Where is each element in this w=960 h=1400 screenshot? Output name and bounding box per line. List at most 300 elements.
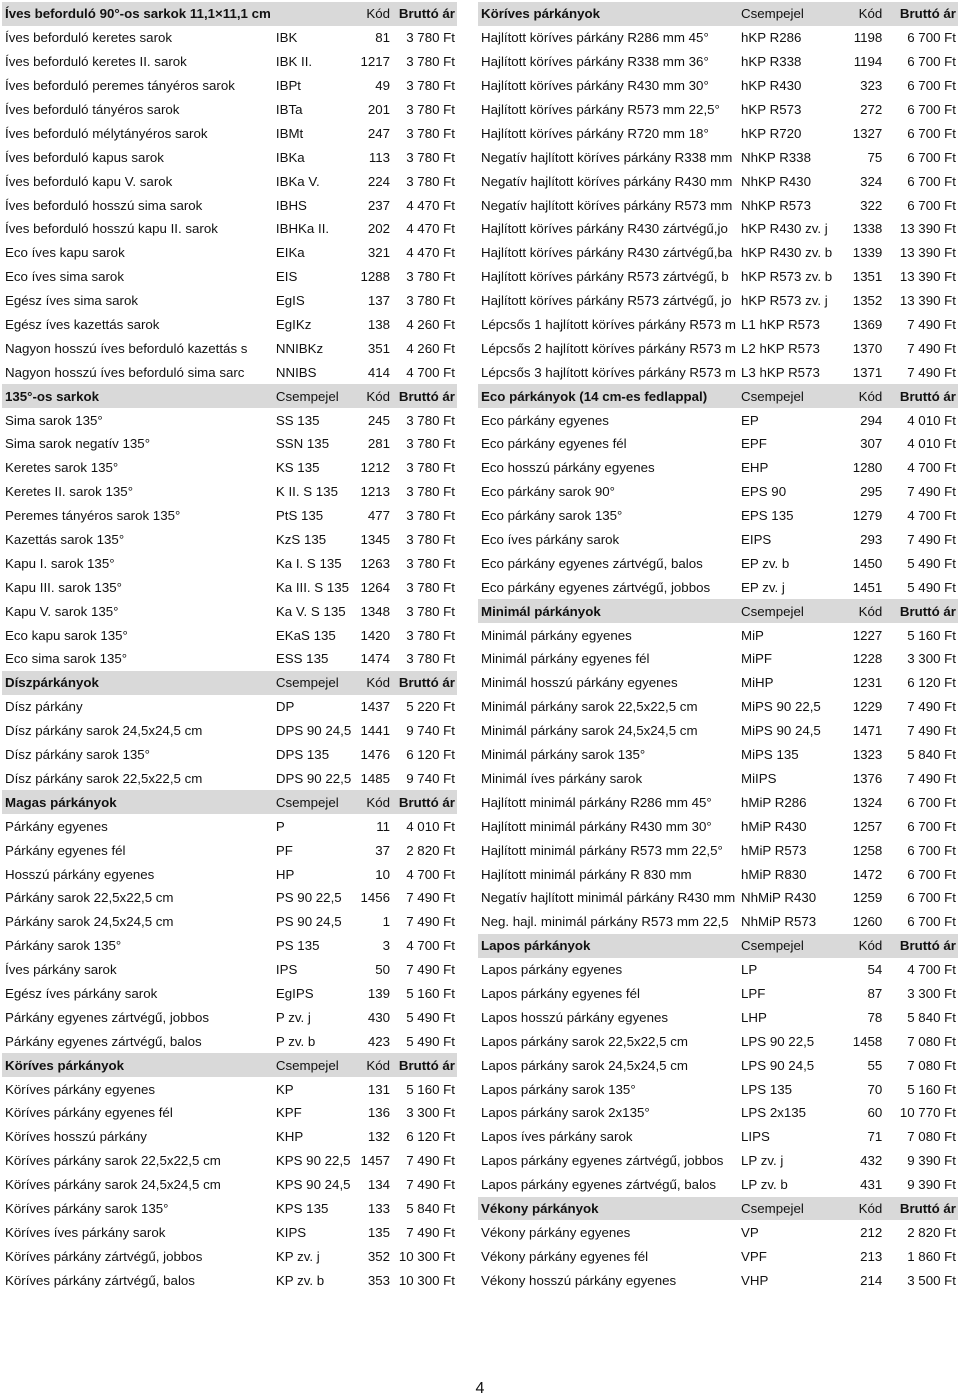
product-code: NhMiP R573 xyxy=(741,914,817,930)
product-row xyxy=(2,26,457,50)
product-name: Lapos hosszú párkány egyenes xyxy=(481,1009,669,1025)
product-kod: 78 xyxy=(867,1009,883,1025)
product-price: 5 160 Ft xyxy=(907,1081,956,1097)
product-code: L3 hKP R573 xyxy=(741,364,820,380)
product-code: VPF xyxy=(741,1248,767,1264)
product-code: KHP xyxy=(275,1129,304,1145)
product-kod: 307 xyxy=(860,436,883,452)
product-name: Neg. hajl. minimál párkány R573 mm 22,5 xyxy=(481,914,729,930)
product-price: 6 700 Ft xyxy=(907,197,956,213)
product-row xyxy=(478,1101,958,1125)
product-kod: 295 xyxy=(860,484,883,500)
product-price: 4 010 Ft xyxy=(907,412,956,428)
product-row xyxy=(2,289,457,313)
product-row xyxy=(478,74,958,98)
product-code: IBKa xyxy=(275,149,305,165)
product-price: 5 490 Ft xyxy=(406,1009,455,1025)
product-kod: 135 xyxy=(367,1224,391,1240)
product-price: 3 780 Ft xyxy=(406,579,455,595)
product-row xyxy=(478,1268,958,1292)
product-price: 6 700 Ft xyxy=(907,125,956,141)
product-name: Köríves hosszú párkány xyxy=(5,1129,147,1145)
product-kod: 60 xyxy=(867,1105,883,1121)
product-code: LIPS xyxy=(741,1129,770,1145)
product-code: EP zv. b xyxy=(741,555,790,571)
product-kod: 132 xyxy=(367,1129,391,1145)
product-row xyxy=(478,313,958,337)
product-kod: 1231 xyxy=(852,675,883,691)
product-row xyxy=(2,575,457,599)
product-code: IBHKa II. xyxy=(275,221,330,237)
code-column-label: Csempejel xyxy=(738,1197,838,1221)
product-kod: 1437 xyxy=(360,699,391,715)
product-kod: 247 xyxy=(367,125,391,141)
kod-column-label: Kód xyxy=(838,1197,885,1221)
product-name: Eco hosszú párkány egyenes xyxy=(481,460,655,476)
code-column-label: Csempejel xyxy=(273,1053,353,1077)
product-name: Eco párkány sarok 90° xyxy=(481,484,615,500)
product-code: IPS xyxy=(275,962,298,978)
product-price: 6 700 Ft xyxy=(907,102,956,117)
product-price: 4 700 Ft xyxy=(907,460,956,476)
product-code: DP xyxy=(275,699,295,715)
product-row xyxy=(2,121,457,145)
product-kod: 272 xyxy=(860,102,883,117)
product-row xyxy=(478,504,958,528)
price-column-label: Bruttó ár xyxy=(392,1053,457,1077)
product-row xyxy=(478,145,958,169)
section-title: Eco párkányok (14 cm-es fedlappal) xyxy=(478,384,738,408)
product-code: HP xyxy=(275,866,295,882)
product-kod: 1369 xyxy=(852,317,883,333)
product-code: LPS 2x135 xyxy=(741,1105,807,1121)
product-row xyxy=(2,1149,457,1173)
price-column-label: Bruttó ár xyxy=(884,934,958,958)
product-row xyxy=(2,1173,457,1197)
product-kod: 423 xyxy=(367,1033,391,1049)
product-row xyxy=(2,360,457,384)
product-code: hMiP R573 xyxy=(741,842,807,858)
product-name: Minimál párkány egyenes xyxy=(481,627,632,643)
product-row xyxy=(2,767,457,791)
product-row xyxy=(478,121,958,145)
product-name: Nagyon hosszú íves beforduló kazettás s xyxy=(5,340,248,356)
product-price: 7 490 Ft xyxy=(406,1153,455,1169)
product-name: Párkány sarok 22,5x22,5 cm xyxy=(5,890,174,906)
product-code: IBK xyxy=(275,30,298,46)
product-price: 3 780 Ft xyxy=(406,436,455,452)
product-code: IBK II. xyxy=(275,54,313,70)
product-kod: 87 xyxy=(867,985,883,1001)
product-code: PS 135 xyxy=(275,938,320,954)
product-kod: 37 xyxy=(375,842,391,858)
product-price: 7 080 Ft xyxy=(907,1057,956,1073)
product-code: MiPS 90 22,5 xyxy=(741,699,821,715)
product-code: KS 135 xyxy=(275,460,320,476)
product-row xyxy=(2,743,457,767)
left-price-table-column xyxy=(2,2,457,1292)
section-title: Íves beforduló 90°-os sarkok 11,1×11,1 cm xyxy=(2,2,273,26)
product-kod: 113 xyxy=(368,149,391,165)
product-kod: 139 xyxy=(367,985,391,1001)
product-row xyxy=(478,790,958,814)
product-name: Eco párkány egyenes fél xyxy=(481,436,627,452)
product-code: IBTa xyxy=(275,102,303,117)
product-kod: 70 xyxy=(867,1081,883,1097)
product-code: SS 135 xyxy=(275,412,320,428)
product-code: VHP xyxy=(741,1272,769,1288)
product-row xyxy=(2,265,457,289)
product-price: 4 010 Ft xyxy=(907,436,956,452)
product-kod: 321 xyxy=(367,245,391,261)
product-code: L2 hKP R573 xyxy=(741,340,820,356)
product-price: 5 160 Ft xyxy=(406,1081,455,1097)
product-name: Negatív hajlított minimál párkány R430 mm xyxy=(481,890,736,906)
product-kod: 1264 xyxy=(360,579,391,595)
product-kod: 1213 xyxy=(360,484,391,500)
product-code: MiP xyxy=(741,627,764,643)
product-name: Köríves íves párkány sarok xyxy=(5,1224,166,1240)
product-kod: 131 xyxy=(367,1081,391,1097)
product-row xyxy=(2,814,457,838)
product-code: KP zv. j xyxy=(275,1248,320,1264)
product-name: Kapu III. sarok 135° xyxy=(5,579,122,595)
product-name: Íves beforduló keretes sarok xyxy=(5,30,173,46)
product-price: 3 780 Ft xyxy=(406,651,455,667)
product-code: MiHP xyxy=(741,675,774,691)
product-price: 4 700 Ft xyxy=(907,508,956,524)
product-row xyxy=(478,814,958,838)
product-kod: 224 xyxy=(367,173,391,189)
product-kod: 1339 xyxy=(852,245,883,261)
product-code: NhKP R573 xyxy=(741,197,811,213)
product-price: 3 780 Ft xyxy=(406,149,455,165)
product-code: EHP xyxy=(741,460,769,476)
product-kod: 1279 xyxy=(852,508,883,524)
product-price: 7 490 Ft xyxy=(907,484,956,500)
left-price-table xyxy=(2,2,457,1292)
section-title: Magas párkányok xyxy=(2,790,273,814)
product-kod: 281 xyxy=(367,436,391,452)
product-price: 7 080 Ft xyxy=(907,1129,956,1145)
product-row xyxy=(478,265,958,289)
product-price: 3 780 Ft xyxy=(406,603,455,619)
code-column-label xyxy=(273,2,353,26)
product-code: KPS 90 24,5 xyxy=(275,1177,351,1193)
product-row xyxy=(478,767,958,791)
product-row xyxy=(2,217,457,241)
product-row xyxy=(2,50,457,74)
product-price: 2 820 Ft xyxy=(406,842,455,858)
product-row xyxy=(478,551,958,575)
product-name: Köríves párkány egyenes xyxy=(5,1081,156,1097)
product-row xyxy=(2,1244,457,1268)
product-kod: 1371 xyxy=(852,364,883,380)
product-code: LP zv. j xyxy=(741,1153,784,1169)
product-row xyxy=(2,910,457,934)
product-row xyxy=(478,743,958,767)
product-price: 3 780 Ft xyxy=(406,54,455,70)
product-price: 5 840 Ft xyxy=(907,1009,956,1025)
product-price: 3 780 Ft xyxy=(406,269,455,285)
product-price: 9 390 Ft xyxy=(907,1177,956,1193)
product-code: hKP R338 xyxy=(741,54,802,70)
product-kod: 1327 xyxy=(852,125,883,141)
product-price: 7 490 Ft xyxy=(406,1224,455,1240)
product-price: 3 780 Ft xyxy=(406,627,455,643)
product-row xyxy=(478,480,958,504)
product-row xyxy=(2,838,457,862)
product-kod: 138 xyxy=(367,317,391,333)
product-code: LPS 90 22,5 xyxy=(741,1033,815,1049)
product-price: 3 300 Ft xyxy=(406,1105,455,1121)
product-name: Köríves párkány sarok 24,5x24,5 cm xyxy=(5,1177,221,1193)
product-kod: 237 xyxy=(367,197,391,213)
product-name: Dísz párkány sarok 24,5x24,5 cm xyxy=(5,723,203,739)
product-code: NNIBKz xyxy=(275,340,324,356)
product-kod: 294 xyxy=(860,412,883,428)
product-kod: 1260 xyxy=(852,914,883,930)
product-name: Minimál párkány sarok 24,5x24,5 cm xyxy=(481,723,698,739)
product-code: PS 90 22,5 xyxy=(275,890,342,906)
product-row xyxy=(2,169,457,193)
product-price: 4 700 Ft xyxy=(406,938,455,954)
product-name: Hajlított köríves párkány R573 mm 22,5° xyxy=(481,102,720,117)
product-row xyxy=(2,456,457,480)
product-name: Minimál párkány sarok 22,5x22,5 cm xyxy=(481,699,698,715)
section-header-row xyxy=(2,2,457,26)
product-name: Hajlított minimál párkány R 830 mm xyxy=(481,866,692,882)
product-kod: 352 xyxy=(367,1248,391,1264)
product-row xyxy=(478,1005,958,1029)
product-row xyxy=(478,958,958,982)
product-kod: 201 xyxy=(367,102,391,117)
price-column-label: Bruttó ár xyxy=(884,1197,958,1221)
product-kod: 1212 xyxy=(360,460,391,476)
product-row xyxy=(2,145,457,169)
product-row xyxy=(2,1220,457,1244)
product-price: 7 080 Ft xyxy=(907,1033,956,1049)
product-kod: 11 xyxy=(376,818,391,834)
section-header-row xyxy=(2,1053,457,1077)
product-price: 6 700 Ft xyxy=(907,173,956,189)
product-code: DPS 90 22,5 xyxy=(275,770,352,786)
product-code: LP zv. b xyxy=(741,1177,788,1193)
product-code: hKP R430 zv. b xyxy=(741,245,833,261)
product-kod: 1229 xyxy=(852,699,883,715)
product-code: hKP R286 xyxy=(741,30,802,46)
product-row xyxy=(2,1268,457,1292)
product-kod: 1345 xyxy=(360,532,391,548)
product-price: 3 780 Ft xyxy=(406,508,455,524)
product-code: hMiP R830 xyxy=(741,866,807,882)
product-price: 4 470 Ft xyxy=(406,221,455,237)
product-price: 5 490 Ft xyxy=(907,555,956,571)
product-price: 6 120 Ft xyxy=(907,675,956,691)
product-name: Lapos íves párkány sarok xyxy=(481,1129,633,1145)
product-name: Íves beforduló hosszú kapu II. sarok xyxy=(5,221,218,237)
product-row xyxy=(478,1220,958,1244)
price-column-label: Bruttó ár xyxy=(392,2,457,26)
product-row xyxy=(2,480,457,504)
product-kod: 430 xyxy=(367,1009,391,1025)
product-code: Ka V. S 135 xyxy=(275,603,346,619)
product-name: Hajlított köríves párkány R286 mm 45° xyxy=(481,30,709,46)
product-price: 10 300 Ft xyxy=(398,1248,455,1264)
product-row xyxy=(2,623,457,647)
product-name: Dísz párkány xyxy=(5,699,83,715)
product-code: NNIBS xyxy=(275,364,317,380)
product-code: P zv. j xyxy=(275,1009,311,1025)
product-kod: 1472 xyxy=(852,866,883,882)
product-code: KPF xyxy=(275,1105,302,1121)
kod-column-label: Kód xyxy=(838,934,885,958)
product-code: EgIKz xyxy=(275,317,312,333)
product-price: 6 700 Ft xyxy=(907,149,956,165)
product-kod: 1352 xyxy=(852,293,883,309)
product-name: Lapos párkány sarok 2x135° xyxy=(481,1105,650,1121)
kod-column-label: Kód xyxy=(838,599,885,623)
product-row xyxy=(2,958,457,982)
product-row xyxy=(2,982,457,1006)
product-name: Hajlított köríves párkány R430 zártvégű,ba xyxy=(481,245,733,261)
product-name: Minimál hosszú párkány egyenes xyxy=(481,675,678,691)
product-price: 5 490 Ft xyxy=(406,1033,455,1049)
product-code: PF xyxy=(275,842,293,858)
product-code: EgIS xyxy=(275,293,305,309)
product-row xyxy=(478,982,958,1006)
product-code: LPF xyxy=(741,985,766,1001)
product-name: Lapos párkány egyenes fél xyxy=(481,985,640,1001)
product-kod: 1376 xyxy=(852,770,883,786)
product-kod: 212 xyxy=(860,1224,883,1240)
product-name: Hajlított köríves párkány R430 mm 30° xyxy=(481,78,709,94)
product-price: 6 700 Ft xyxy=(907,842,956,858)
kod-column-label: Kód xyxy=(353,671,392,695)
product-kod: 1 xyxy=(382,914,391,930)
product-kod: 245 xyxy=(367,412,391,428)
product-code: EIS xyxy=(275,269,298,285)
price-column-label: Bruttó ár xyxy=(884,2,958,26)
product-price: 4 700 Ft xyxy=(907,962,956,978)
product-row xyxy=(2,408,457,432)
product-price: 7 490 Ft xyxy=(907,340,956,356)
product-price: 3 780 Ft xyxy=(406,125,455,141)
price-column-label: Bruttó ár xyxy=(392,671,457,695)
product-row xyxy=(478,98,958,122)
product-kod: 1458 xyxy=(852,1033,883,1049)
product-kod: 81 xyxy=(375,30,391,46)
product-name: Párkány egyenes fél xyxy=(5,842,126,858)
product-code: KPS 135 xyxy=(275,1200,329,1216)
product-price: 10 300 Ft xyxy=(398,1272,455,1288)
price-column-label: Bruttó ár xyxy=(884,384,958,408)
product-code: P xyxy=(275,818,285,834)
product-code: IBPt xyxy=(275,78,302,94)
kod-column-label: Kód xyxy=(838,2,885,26)
product-price: 6 700 Ft xyxy=(907,78,956,94)
product-row xyxy=(478,50,958,74)
section-title: Lapos párkányok xyxy=(478,934,738,958)
product-name: Hajlított köríves párkány R720 mm 18° xyxy=(481,125,709,141)
product-price: 13 390 Ft xyxy=(899,269,956,285)
product-row xyxy=(2,193,457,217)
product-name: Köríves párkány sarok 22,5x22,5 cm xyxy=(5,1153,221,1169)
product-code: EPS 135 xyxy=(741,508,794,524)
product-kod: 324 xyxy=(860,173,883,189)
product-name: Íves beforduló kapus sarok xyxy=(5,149,164,165)
product-code: hMiP R430 xyxy=(741,818,807,834)
product-kod: 1457 xyxy=(360,1153,391,1169)
product-price: 5 840 Ft xyxy=(907,747,956,763)
product-name: Negatív hajlított köríves párkány R430 mm xyxy=(481,173,733,189)
product-name: Hajlított köríves párkány R573 zártvégű, b xyxy=(481,269,729,285)
product-name: Kapu I. sarok 135° xyxy=(5,555,115,571)
code-column-label: Csempejel xyxy=(738,2,838,26)
product-row xyxy=(2,1029,457,1053)
product-row xyxy=(2,74,457,98)
product-name: Eco íves kapu sarok xyxy=(5,245,125,261)
product-kod: 1441 xyxy=(360,723,391,739)
section-title: Vékony párkányok xyxy=(478,1197,738,1221)
product-code: KP xyxy=(275,1081,294,1097)
product-row xyxy=(478,1244,958,1268)
product-name: Egész íves sima sarok xyxy=(5,293,139,309)
product-kod: 477 xyxy=(367,508,391,524)
product-row xyxy=(2,695,457,719)
product-row xyxy=(478,862,958,886)
product-price: 6 700 Ft xyxy=(907,914,956,930)
product-kod: 1280 xyxy=(852,460,883,476)
product-row xyxy=(2,432,457,456)
product-kod: 1474 xyxy=(360,651,391,667)
product-kod: 1259 xyxy=(852,890,883,906)
product-row xyxy=(478,336,958,360)
product-name: Minimál íves párkány sarok xyxy=(481,770,643,786)
product-code: hMiP R286 xyxy=(741,794,807,810)
product-name: Sima sarok 135° xyxy=(5,412,103,428)
product-code: MiPF xyxy=(741,651,773,667)
product-code: EP xyxy=(741,412,759,428)
product-name: Vékony hosszú párkány egyenes xyxy=(481,1272,677,1288)
section-title: Köríves párkányok xyxy=(478,2,738,26)
product-name: Eco párkány egyenes zártvégű, jobbos xyxy=(481,579,711,595)
product-row xyxy=(478,695,958,719)
product-row xyxy=(478,575,958,599)
kod-column-label: Kód xyxy=(353,790,392,814)
product-price: 9 740 Ft xyxy=(406,770,455,786)
product-row xyxy=(2,599,457,623)
product-kod: 1370 xyxy=(852,340,883,356)
product-kod: 1348 xyxy=(360,603,391,619)
product-kod: 414 xyxy=(367,364,391,380)
product-name: Íves beforduló hosszú sima sarok xyxy=(5,197,203,213)
product-code: DPS 135 xyxy=(275,747,330,763)
product-price: 3 780 Ft xyxy=(406,555,455,571)
product-price: 5 220 Ft xyxy=(406,699,455,715)
product-kod: 137 xyxy=(367,293,391,309)
product-kod: 49 xyxy=(375,78,391,94)
product-code: K II. S 135 xyxy=(275,484,338,500)
product-kod: 1217 xyxy=(360,54,391,70)
product-code: PtS 135 xyxy=(275,508,324,524)
product-price: 6 120 Ft xyxy=(406,747,455,763)
product-name: Íves beforduló mélytányéros sarok xyxy=(5,125,208,141)
product-row xyxy=(2,1005,457,1029)
code-column-label: Csempejel xyxy=(273,384,353,408)
product-price: 4 260 Ft xyxy=(406,317,455,333)
product-kod: 3 xyxy=(382,938,391,954)
